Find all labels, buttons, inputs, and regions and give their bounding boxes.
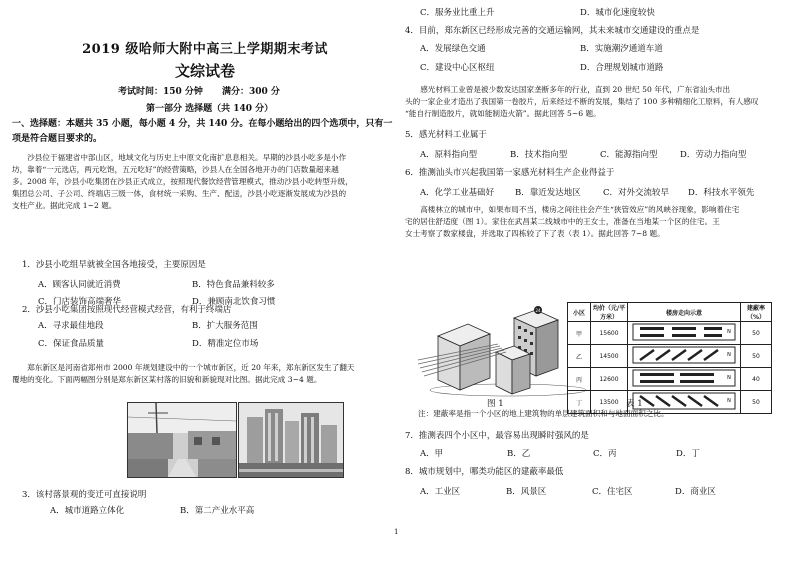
figure-1-illustration <box>418 306 588 398</box>
passage-line: 覆地的变化。下面两幅图分别是郑东新区某村落的旧貌和新貌现对比图。据此完成 3~4 题。 <box>12 375 322 384</box>
north-label: N <box>727 398 731 404</box>
q4-option-d[interactable]: D．合理规划城市道路 <box>580 63 664 73</box>
passage-line: 女士考察了数家楼盘，并选取了四栋较了下了表（表 1）。据此回答 7~8 题。 <box>405 229 665 238</box>
district-ratio: 50 <box>741 322 772 345</box>
q4-option-c[interactable]: C．建设中心区枢纽 <box>420 63 495 73</box>
district-name: 乙 <box>568 345 591 368</box>
building-marker-label: 24 <box>535 308 541 313</box>
district-price: 13500 <box>591 391 628 414</box>
district-price: 12600 <box>591 368 628 391</box>
q8-option-d[interactable]: D．商业区 <box>675 487 716 497</box>
question-2-stem: 2．沙县小吃集团按照现代经营模式经营，有利于终端店 <box>22 305 232 315</box>
layout-sketch <box>632 323 736 341</box>
district-price: 14500 <box>591 345 628 368</box>
q7-option-a[interactable]: A．甲 <box>420 449 444 459</box>
north-label: N <box>727 375 731 381</box>
layout-sketch <box>632 369 736 387</box>
question-6-stem: 6．推测汕头市兴起我国第一家感光材料生产企业得益于 <box>405 168 615 178</box>
q6-option-a[interactable]: A．化学工业基础好 <box>420 188 495 198</box>
new-district-photo <box>238 402 344 478</box>
part-heading: 第一部分 选择题（共 140 分） <box>146 104 274 114</box>
passage-1 <box>12 152 397 212</box>
q8-option-b[interactable]: B．风景区 <box>506 487 547 497</box>
exam-subtitle: 文综试卷 <box>174 62 235 80</box>
q1-option-a[interactable]: A．顾客认同就近消费 <box>38 280 121 290</box>
q1-option-d[interactable]: D．兼顾南北饮食习惯 <box>192 297 276 307</box>
passage-line: 集团总公司、子公司、终端店三级一体，食材统一采购、生产、配送，沙县小吃逐渐发展成为沙县的 <box>12 189 347 198</box>
district-ratio: 40 <box>741 368 772 391</box>
north-label: N <box>727 329 731 335</box>
q2-option-d[interactable]: D．精准定位市场 <box>192 339 259 349</box>
exam-title: 2019 级哈师大附中高三上学期期末考试 <box>82 42 328 57</box>
passage-line: 沙县位于福建省中部山区，地域文化与历史上中原文化南扩息息相关。早期的沙县小吃多是小作 <box>27 153 347 162</box>
q2-option-c[interactable]: C．保证食品质量 <box>38 339 105 349</box>
exam-score: 满分：300 分 <box>222 87 280 97</box>
q2-option-b[interactable]: B．扩大服务范围 <box>192 321 258 331</box>
q7-option-b[interactable]: B．乙 <box>507 449 531 459</box>
district-ratio: 50 <box>741 391 772 414</box>
table-1 <box>567 302 772 414</box>
page-number: 1 <box>394 528 399 536</box>
q1-option-c[interactable]: C．门店装饰高端奢华 <box>38 297 122 307</box>
q3-option-c[interactable]: C．服务业比重上升 <box>420 8 495 18</box>
table-row <box>568 345 772 368</box>
district-price: 15600 <box>591 322 628 345</box>
passage-line: 多。2008 年，沙县小吃集团在沙县正式成立，按照现代餐饮经营管理模式，推动沙县小吃转型升级， <box>12 177 353 186</box>
passage-4 <box>405 204 780 240</box>
q4-option-a[interactable]: A．发展绿色交通 <box>420 44 486 54</box>
q5-option-a[interactable]: A．原料指向型 <box>420 150 478 160</box>
layout-sketch-bing <box>628 368 741 391</box>
layout-sketch <box>632 346 736 364</box>
q7-option-c[interactable]: C．丙 <box>593 449 617 459</box>
passage-line: “能自行制造胶片，就如能制造火箭”。据此回答 5~6 题。 <box>405 109 601 118</box>
q5-option-c[interactable]: C．能源指向型 <box>600 150 658 160</box>
figure-1-caption: 图 1 <box>487 399 504 409</box>
q8-option-c[interactable]: C．住宅区 <box>592 487 633 497</box>
layout-sketch-jia <box>628 322 741 345</box>
passage-2 <box>12 362 397 386</box>
q6-option-b[interactable]: B．靠近发达地区 <box>515 188 581 198</box>
q1-option-b[interactable]: B．特色食品兼料较多 <box>192 280 275 290</box>
passage-line: 坊，靠着“一元选店，两元吃饱，五元吃好”的经营策略，沙县人在全国各地开办的门店数量超来越 <box>12 165 339 174</box>
passage-3 <box>405 84 780 120</box>
passage-line: 感光材料工业曾是被少数发达国家垄断多年的行业，直到 20 世纪 50 年代，广东省汕头市出 <box>420 85 731 94</box>
q4-option-b[interactable]: B．实施潮汐通道车道 <box>580 44 663 54</box>
table-1-caption: 表 1 <box>626 399 643 409</box>
district-name: 丁 <box>568 391 591 414</box>
question-4-stem: 4．目前，郑东新区已经形成完善的交通运输网，其未来城市交通建设的重点是 <box>405 26 700 36</box>
passage-line: 郑东新区是河南省郑州市 2000 年规划建设中的一个城市新区，近 20 年来，郑东新区发生了翻天 <box>27 363 355 372</box>
district-name: 丙 <box>568 368 591 391</box>
layout-sketch-yi <box>628 345 741 368</box>
q2-option-a[interactable]: A．寻求最佳地段 <box>38 321 104 331</box>
question-7-stem: 7．推测表四个小区中，最容易出现瞬时强风的是 <box>405 431 589 441</box>
question-8-stem: 8．城市规划中，哪类功能区的建蔽率最低 <box>405 467 564 477</box>
q5-option-d[interactable]: D．劳动力指向型 <box>680 150 747 160</box>
table-header-district: 小区 <box>568 303 591 322</box>
q3-option-b[interactable]: B．第二产业水平高 <box>180 506 255 516</box>
table-header-layout: 楼房走向示意 <box>628 303 741 322</box>
question-5-stem: 5．感光材料工业属于 <box>405 130 487 140</box>
q3-option-d[interactable]: D．城市化速度较快 <box>580 8 655 18</box>
passage-line: 宅的居住舒适度（图 1）。家住在武昌某二线城市中的王女士，准备在当地某一个区的住宅。王 <box>405 217 720 226</box>
north-label: N <box>727 352 731 358</box>
passage-line: 头的一家企业才造出了我国第一卷胶片，后来经过不断的发展，集结了 100 多种精细化工原料，有人感叹 <box>405 97 759 106</box>
old-village-drawing <box>128 403 236 477</box>
figure-note: 注：建蔽率是指一个小区的地上建筑物的单层建筑面积和与地面面积之比。 <box>418 409 669 418</box>
district-ratio: 50 <box>741 345 772 368</box>
q3-option-a[interactable]: A．城市道路立体化 <box>50 506 125 516</box>
old-village-photo <box>127 402 237 478</box>
new-district-drawing <box>239 403 343 477</box>
table-row <box>568 322 772 345</box>
section-intro: 一、选择题：本题共 35 小题，每小题 4 分，共 140 分。在每小题给出的四个选项中，只有一项是符合题目要求的。 <box>12 119 393 144</box>
q8-option-a[interactable]: A．工业区 <box>420 487 461 497</box>
exam-time: 考试时间：150 分钟 <box>118 87 203 97</box>
passage-line: 高楼林立的城市中，如果布局不当，楼房之间往往会产生“狭管效应”的风峡谷现象，影响着住宅 <box>420 205 740 214</box>
passage-line: 支柱产业。据此完成 1~2 题。 <box>12 201 117 210</box>
q5-option-b[interactable]: B．技术指向型 <box>510 150 568 160</box>
q6-option-d[interactable]: D．科技水平领先 <box>688 188 755 198</box>
table-header-ratio: 建蔽率（%） <box>741 303 772 322</box>
question-3-stem: 3．该村落景观的变迁可直接说明 <box>22 490 147 500</box>
q7-option-d[interactable]: D．丁 <box>676 449 700 459</box>
table-row <box>568 368 772 391</box>
q6-option-c[interactable]: C．对外交流较早 <box>603 188 670 198</box>
question-1-stem: 1．沙县小吃组早就被全国各地接受，主要原因是 <box>22 260 206 270</box>
canyon-effect-drawing <box>418 306 588 398</box>
table-header-price: 均价（元/平方米） <box>591 303 628 322</box>
district-name: 甲 <box>568 322 591 345</box>
